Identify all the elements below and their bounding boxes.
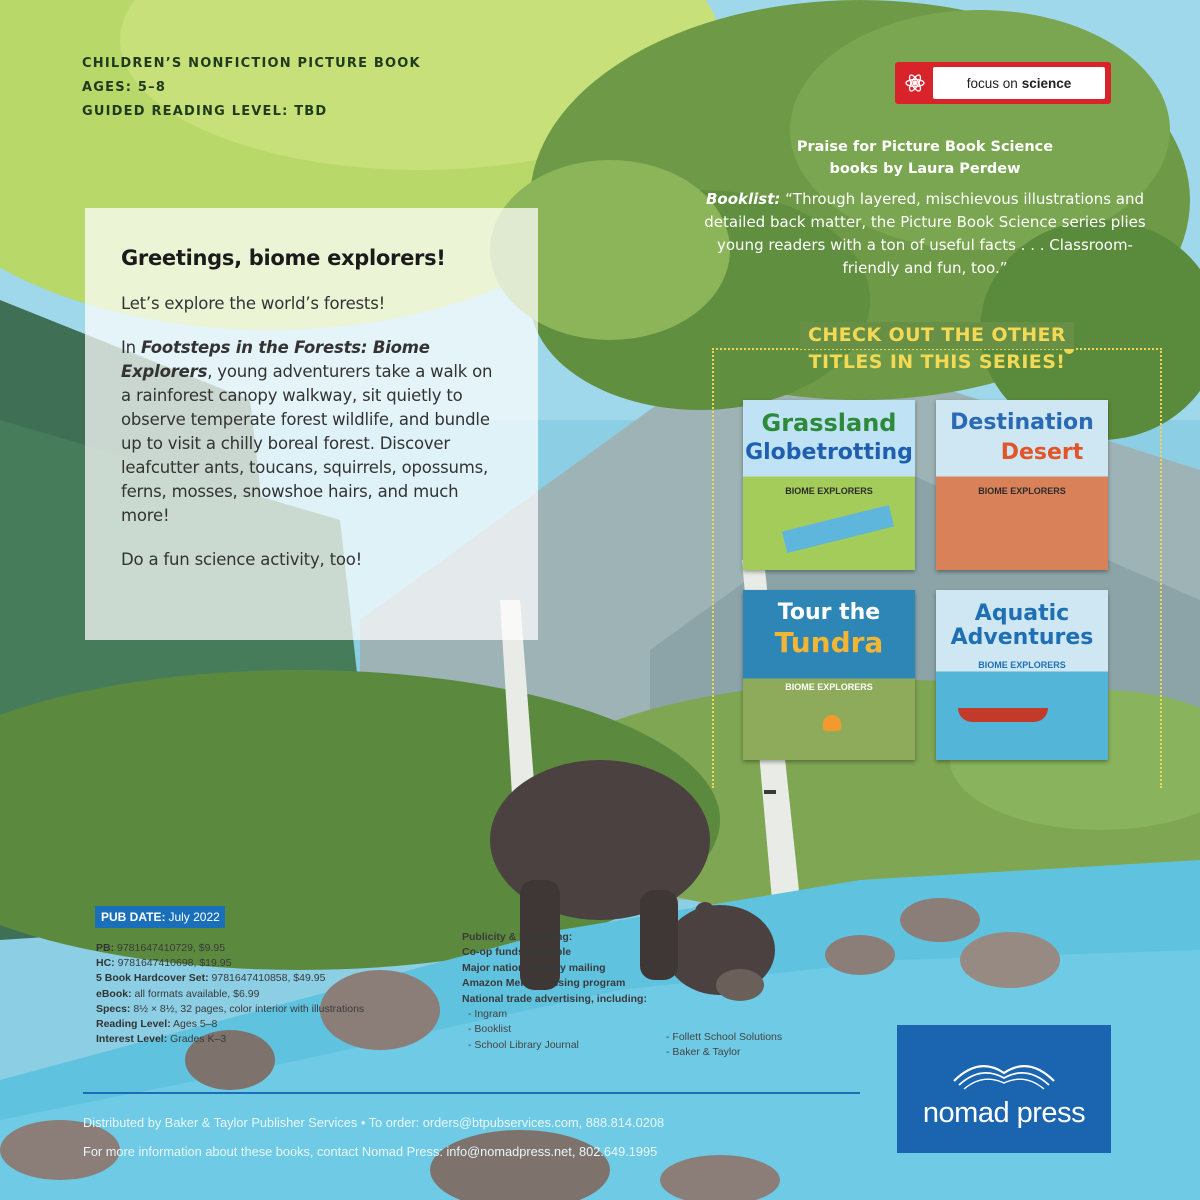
spec-value: all formats available, $6.99 — [131, 987, 260, 1000]
ages-label: AGES: 5–8 — [82, 80, 167, 95]
book-line-2: Globetrotting — [745, 440, 913, 465]
praise-section — [690, 136, 1160, 280]
spec-value: Ages 5–8 — [170, 1018, 218, 1031]
book-title-aquatic — [936, 602, 1108, 650]
intro-heading: Greetings, biome explorers! — [121, 246, 446, 270]
book-subtitle: BIOME EXPLORERS — [785, 486, 873, 496]
marketing-item: National trade advertising, including: — [462, 992, 647, 1005]
spec-value: 9781647410698, $19.95 — [114, 957, 232, 970]
spec-key: HC: — [96, 957, 115, 970]
spec-value: Grades K–3 — [167, 1033, 227, 1046]
spec-row — [96, 956, 364, 971]
pub-date-badge — [95, 906, 225, 928]
footer-info: For more information about these books, contact Nomad Press: info@nomadpress.net, 802.649.1995 — [83, 1144, 658, 1159]
series-heading — [712, 322, 1162, 376]
spec-value: 9781647410858, $49.95 — [208, 972, 326, 985]
spec-key: Specs: — [96, 1002, 131, 1015]
series-heading-1: CHECK OUT THE OTHER — [800, 322, 1074, 349]
book-line-1: Destination — [950, 410, 1094, 435]
marketing-item: Co-op funds available — [462, 946, 572, 959]
marketing-subitem: - Follett School Solutions — [666, 1031, 783, 1043]
footer-divider — [83, 1092, 860, 1094]
reading-level-label: GUIDED READING LEVEL: TBD — [82, 104, 328, 119]
badge-science: science — [1021, 75, 1072, 91]
canoe-shape — [958, 708, 1048, 722]
book-line-2: Tundra — [774, 626, 884, 659]
series-book-grassland[interactable] — [743, 400, 915, 570]
praise-quote-text: “Through layered, mischievous illustrations and detailed back matter, the Picture Book Science series plies young readers with a ton of useful facts . . . Classroom-friendly and fun, too.” — [704, 190, 1146, 277]
series-book-tundra[interactable] — [743, 590, 915, 760]
nomad-press-logo — [897, 1025, 1111, 1153]
book-line-1: Aquatic — [974, 601, 1070, 626]
praise-title-2: books by Laura Perdew — [829, 161, 1021, 177]
atom-icon — [904, 72, 926, 94]
footer-distribution: Distributed by Baker & Taylor Publisher Services • To order: orders@btpubservices.com, 888.814.0208 — [83, 1115, 665, 1130]
spec-key: eBook: — [96, 987, 132, 1000]
book-title-desert — [936, 408, 1108, 468]
series-heading-2: TITLES IN THIS SERIES! — [808, 351, 1066, 373]
marketing-subitem: - Booklist — [468, 1023, 512, 1036]
open-book-icon — [949, 1051, 1059, 1091]
spec-row — [96, 1032, 364, 1047]
publicity-marketing — [462, 930, 647, 1053]
category-label: CHILDREN’S NONFICTION PICTURE BOOK — [82, 56, 421, 71]
series-book-aquatic[interactable] — [936, 590, 1108, 760]
praise-title-1: Praise for Picture Book Science — [796, 139, 1054, 155]
series-book-desert[interactable] — [936, 400, 1108, 570]
book-line-2: Desert — [1000, 440, 1084, 465]
spec-value: 8½ × 8½, 32 pages, color interior with illustrations — [130, 1002, 365, 1015]
marketing-title: Publicity & Marketing: — [462, 931, 573, 943]
book-title: Footsteps in the Forests: Biome Explorers — [121, 338, 430, 381]
praise-source: Booklist: — [705, 190, 781, 208]
logo-wordmark: nomad press — [922, 1097, 1086, 1129]
intro-prefix: In — [121, 338, 141, 357]
spec-key: PB: — [96, 942, 115, 954]
badge-text — [933, 67, 1105, 99]
campfire-shape — [823, 715, 841, 731]
spec-row — [96, 971, 364, 986]
spec-row — [96, 941, 364, 956]
praise-quote — [690, 188, 1160, 280]
intro-panel — [85, 208, 538, 640]
book-title-tundra — [743, 598, 915, 658]
book-subtitle: BIOME EXPLORERS — [978, 660, 1066, 670]
book-line-1: Tour the — [777, 600, 881, 625]
book-category — [82, 52, 421, 124]
book-line-2: Adventures — [950, 625, 1094, 650]
footer-contact — [83, 1108, 664, 1166]
marketing-item: Major national galley mailing — [462, 961, 606, 974]
spec-row — [96, 987, 364, 1002]
book-line-1: Grassland — [761, 409, 897, 437]
marketing-subitem: - School Library Journal — [468, 1038, 579, 1051]
intro-body: , young adventurers take a walk on a rainforest canopy walkway, sit quietly to observe temperate forest wildlife, and bundle up to visit a chilly boreal forest. Discover leafcutter ants, toucans, squirrels, opossums, ferns, mosses, snowshoe hairs, and much more! — [121, 362, 493, 525]
badge-focus: focus on — [966, 75, 1018, 91]
spec-key: Reading Level: — [96, 1018, 171, 1031]
focus-on-science-badge — [895, 62, 1111, 104]
marketing-subitem: - Ingram — [468, 1008, 508, 1021]
intro-line: Let’s explore the world’s forests! — [121, 294, 385, 313]
marketing-item: Amazon Merchandising program — [462, 977, 626, 990]
book-subtitle: BIOME EXPLORERS — [785, 682, 873, 692]
spec-row — [96, 1017, 364, 1032]
spec-row — [96, 1002, 364, 1017]
spec-value: 9781647410729, $9.95 — [114, 942, 226, 954]
pub-date-label: PUB DATE: — [101, 910, 166, 924]
book-specs — [96, 941, 364, 1047]
book-subtitle: BIOME EXPLORERS — [978, 486, 1066, 496]
river-shape — [782, 505, 894, 553]
pub-date-value: July 2022 — [168, 910, 220, 924]
spec-key: 5 Book Hardcover Set: — [96, 972, 209, 985]
intro-description — [121, 336, 504, 528]
marketing-subitem: - Baker & Taylor — [666, 1046, 741, 1059]
book-title-grassland — [743, 408, 915, 468]
spec-key: Interest Level: — [96, 1033, 168, 1046]
intro-closing: Do a fun science activity, too! — [121, 550, 363, 569]
publicity-marketing-right — [666, 1030, 782, 1061]
